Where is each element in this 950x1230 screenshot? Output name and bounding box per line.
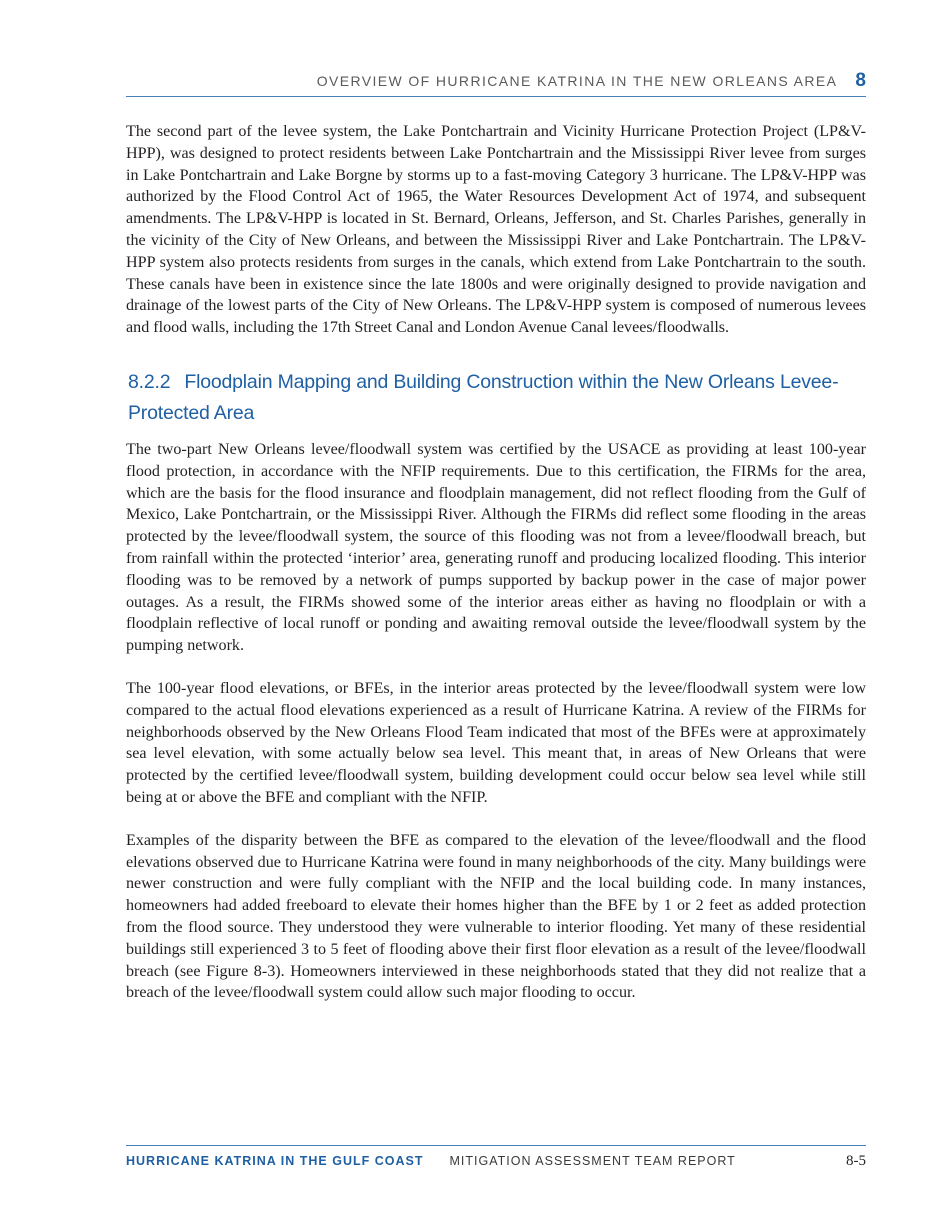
chapter-title: OVERVIEW OF HURRICANE KATRINA IN THE NEW ORLEANS AREA bbox=[316, 73, 838, 89]
report-title: HURRICANE KATRINA IN THE GULF COAST bbox=[126, 1154, 424, 1168]
section-title: Floodplain Mapping and Building Construction within the New Orleans Levee-Protected Area bbox=[128, 370, 839, 424]
chapter-number: 8 bbox=[855, 70, 866, 91]
section-heading bbox=[128, 367, 866, 429]
page-body bbox=[126, 121, 866, 1004]
body-paragraph: The 100-year flood elevations, or BFEs, in the interior areas protected by the levee/floodwall system were low compared to the actual flood elevations experienced as a result of Hurricane Katrina. A review of the FIRMs for neighborhoods observed by the New Orleans Flood Team indicated that most of the BFEs were at approximately sea level elevation, with some actually below sea level. This meant that, in areas of New Orleans that were protected by the certified levee/floodwall system, building development could occur below sea level while still being at or above the BFE and compliant with the NFIP. bbox=[126, 679, 866, 806]
running-header bbox=[126, 66, 866, 97]
body-paragraph: Examples of the disparity between the BFE as compared to the elevation of the levee/floodwall and the flood elevations observed due to Hurricane Katrina were found in many neighborhoods of the city. Many buildings were newer construction and were fully compliant with the NFIP and the local building code. In many instances, homeowners had added freeboard to elevate their homes higher than the BFE by 1 or 2 feet as added protection from the flood source. They understood they were vulnerable to interior flooding. Yet many of these residential buildings still experienced 3 to 5 feet of flooding above their first floor elevation as a result of the levee/floodwall breach (see Figure 8-3). Homeowners interviewed in these neighborhoods stated that they did not realize that a breach of the levee/floodwall system could allow such major flooding to occur. bbox=[126, 831, 866, 1002]
section-number: 8.2.2 bbox=[128, 370, 171, 393]
report-subtitle: MITIGATION ASSESSMENT TEAM REPORT bbox=[449, 1154, 736, 1168]
body-paragraph: The second part of the levee system, the Lake Pontchartrain and Vicinity Hurricane Protection Project (LP&V-HPP), was designed to protect residents between Lake Pontchartrain and the Mississippi River levee from surges in Lake Pontchartrain and Lake Borgne by storms up to a fast-moving Category 3 hurricane. The LP&V-HPP was authorized by the Flood Control Act of 1965, the Water Resources Development Act of 1974, and subsequent amendments. The LP&V-HPP is located in St. Bernard, Orleans, Jefferson, and St. Charles Parishes, generally in the vicinity of the City of New Orleans, and between the Mississippi River and Lake Pontchartrain. The LP&V-HPP system also protects residents from surges in the canals, which extend from Lake Pontchartrain to the south. These canals have been in existence since the late 1800s and were originally designed to provide navigation and drainage of the lowest parts of the City of New Orleans. The LP&V-HPP system is composed of numerous levees and flood walls, including the 17th Street Canal and London Avenue Canal levees/floodwalls. bbox=[126, 123, 866, 337]
page-number: 8-5 bbox=[846, 1152, 866, 1169]
running-footer bbox=[126, 1145, 866, 1176]
body-paragraph: The two-part New Orleans levee/floodwall system was certified by the USACE as providing at least 100-year flood protection, in accordance with the NFIP requirements. Due to this certification, the FIRMs for the area, which are the basis for the flood insurance and floodplain management, did not reflect flooding from the Gulf of Mexico, Lake Pontchartrain, or the Mississippi River. Although the FIRMs did reflect some flooding in the areas protected by the levee/floodwall system, the source of this flooding was not from a levee/floodwall breach, but from rainfall within the protected ‘interior’ area, generating runoff and producing localized flooding. This interior flooding was to be removed by a network of pumps supported by backup power in the case of major power outages. As a result, the FIRMs showed some of the interior areas either as having no floodplain or with a floodplain reflective of local runoff or ponding and awaiting removal outside the levee/floodwall system by the pumping network. bbox=[126, 440, 866, 655]
